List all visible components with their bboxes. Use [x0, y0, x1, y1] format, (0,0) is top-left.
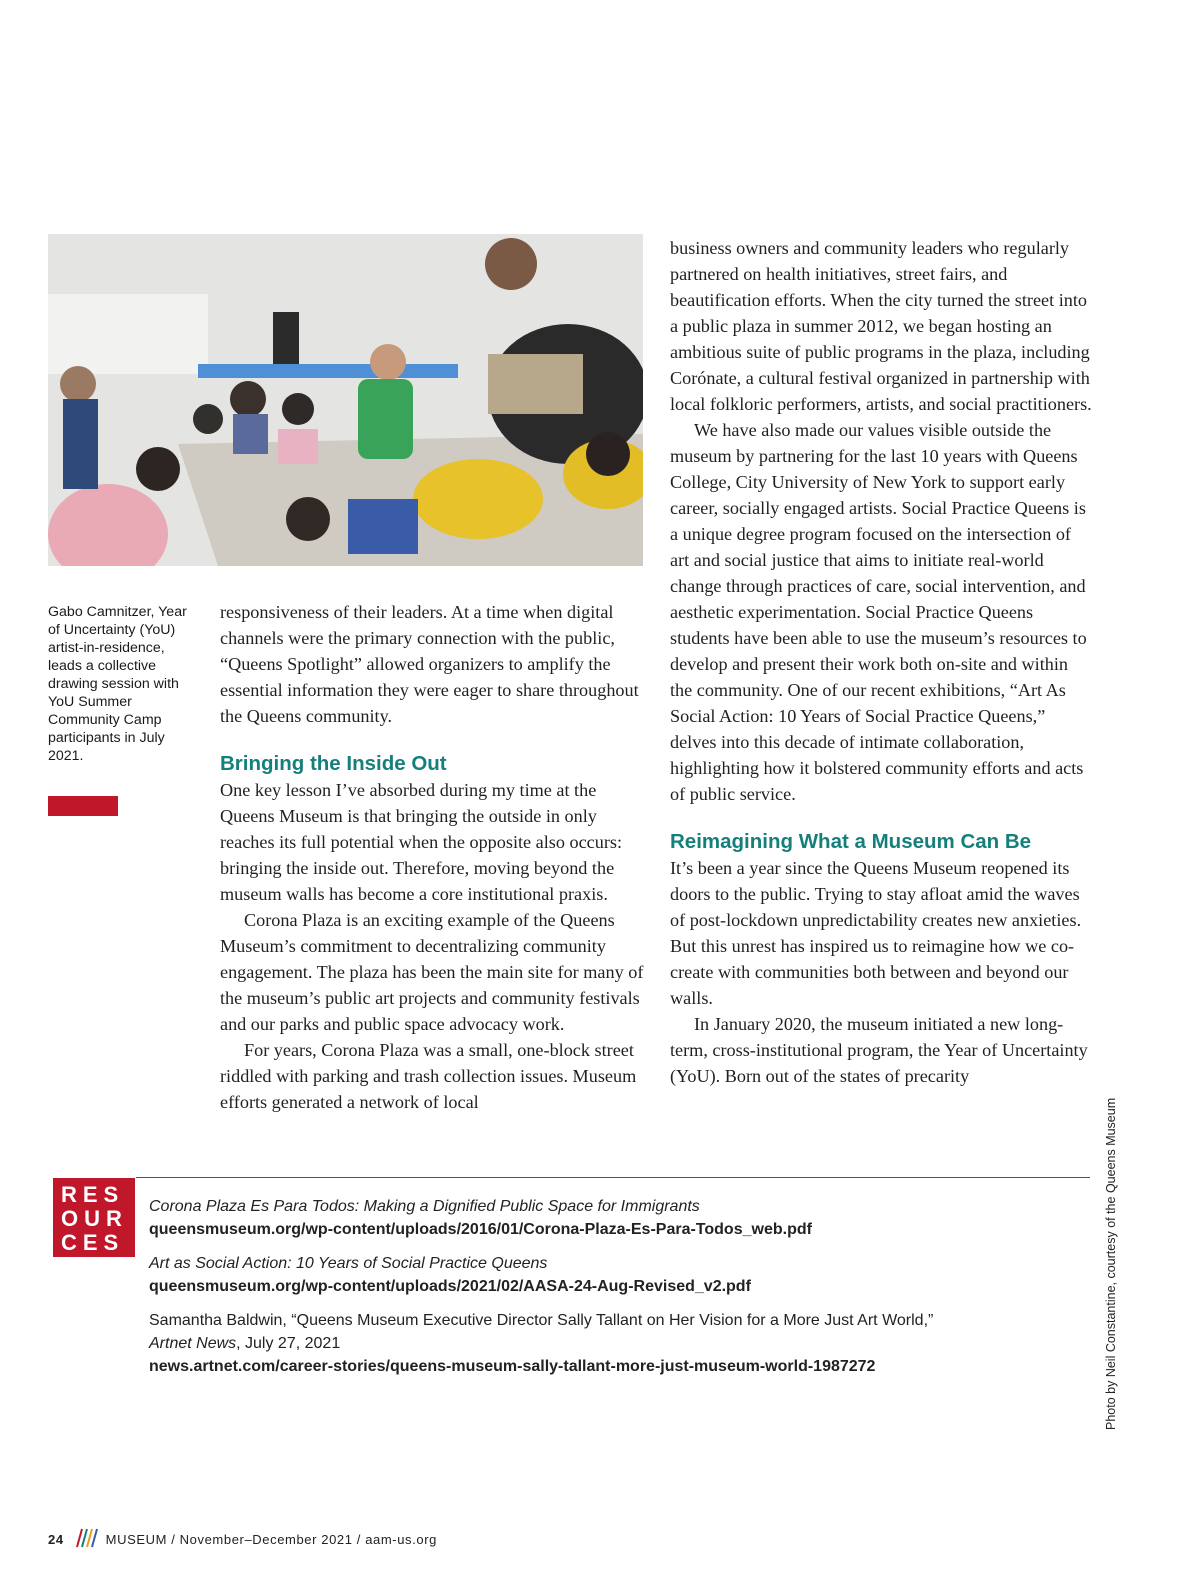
resources-list: [149, 1195, 1079, 1389]
paragraph: responsiveness of their leaders. At a time when digital channels were the primary connection with the public, “Queens Spotlight” allowed organizers to amplify the essential information they were eager to share throughout the Queens community.: [220, 602, 639, 726]
aam-logo-icon: [74, 1527, 98, 1552]
page-number: 24: [48, 1531, 64, 1547]
resource-item: [149, 1309, 1079, 1378]
resource-link[interactable]: news.artnet.com/career-stories/queens-museum-sally-tallant-more-just-museum-world-1987272: [149, 1358, 876, 1375]
paragraph: One key lesson I’ve absorbed during my time at the Queens Museum is that bringing the outside in only reaches its full potential when the opposite also occurs: bringing the inside out. Therefore, moving beyond the museum walls has become a core institutional praxis.: [220, 780, 623, 904]
photo-credit: Photo by Neil Constantine, courtesy of the Queens Museum: [1104, 1097, 1118, 1430]
badge-line: CES: [61, 1230, 125, 1255]
resource-title: Art as Social Action: 10 Years of Social Practice Queens: [149, 1255, 548, 1272]
article-column-left: [220, 599, 650, 1115]
resource-publication-line: [149, 1332, 1079, 1355]
resources-badge: [53, 1178, 135, 1257]
resource-item: [149, 1252, 1079, 1298]
resource-citation: Samantha Baldwin, “Queens Museum Executive Director Sally Tallant on Her Vision for a More Just Art World,”: [149, 1312, 934, 1329]
badge-line: OUR: [61, 1206, 128, 1231]
paragraph: business owners and community leaders who regularly partnered on health initiatives, street fairs, and beautification efforts. When the city turned the street into a public plaza in summer 2012, we began hosting an ambitious suite of public programs in the plaza, including Corónate, a cultural festival organized in partnership with local folkloric performers, artists, and social practitioners.: [670, 238, 1092, 414]
paragraph: For years, Corona Plaza was a small, one-block street riddled with parking and trash collection issues. Museum efforts generated a network of local: [220, 1040, 637, 1112]
accent-bar: [48, 796, 118, 816]
resource-link[interactable]: queensmuseum.org/wp-content/uploads/2016/01/Corona-Plaza-Es-Para-Todos_web.pdf: [149, 1221, 812, 1238]
section-heading: Reimagining What a Museum Can Be: [670, 830, 1032, 853]
section-heading: Bringing the Inside Out: [220, 752, 447, 775]
page-footer: [48, 1528, 437, 1550]
paragraph: It’s been a year since the Queens Museum reopened its doors to the public. Trying to stay afloat amid the waves of post-lockdown unpredictability creates new anxieties. But this unrest has inspired us to reimagine how we co-create with communities both between and beyond our walls.: [670, 858, 1082, 1008]
paragraph: In January 2020, the museum initiated a new long-term, cross-institutional program, the Year of Uncertainty (YoU). Born out of the states of precarity: [670, 1014, 1088, 1086]
footer-publication: MUSEUM / November–December 2021 / aam-us.org: [105, 1531, 437, 1547]
badge-line: RES: [61, 1182, 125, 1207]
resource-title: Corona Plaza Es Para Todos: Making a Dignified Public Space for Immigrants: [149, 1198, 700, 1215]
resource-link[interactable]: queensmuseum.org/wp-content/uploads/2021/02/AASA-24-Aug-Revised_v2.pdf: [149, 1278, 751, 1295]
resource-date: , July 27, 2021: [236, 1335, 341, 1352]
paragraph: Corona Plaza is an exciting example of the Queens Museum’s commitment to decentralizing community engagement. The plaza has been the main site for many of the museum’s public art projects and community festivals and our parks and public space advocacy work.: [220, 910, 644, 1034]
photo-illustration: [48, 234, 643, 566]
resource-item: [149, 1195, 1079, 1241]
photo-caption: Gabo Camnitzer, Year of Uncertainty (YoU) artist-in-residence, leads a collective drawing session with YoU Summer Community Camp participants in July 2021.: [48, 604, 187, 764]
article-column-right: [670, 235, 1092, 1089]
paragraph: We have also made our values visible outside the museum by partnering for the last 10 years with Queens College, City University of New York to support early career, socially engaged artists. Social Practice Queens is a unique degree program focused on the intersection of art and social justice that aims to initiate real-world change through practices of care, social intervention, and aesthetic experimentation. Social Practice Queens students have been able to use the museum’s resources to develop and present their work both on-site and within the community. One of our recent exhibitions, “Art As Social Action: 10 Years of Social Practice Queens,” delves into this decade of intimate collaboration, highlighting how it bolstered community efforts and acts of public service.: [670, 420, 1087, 804]
resources-divider: [136, 1177, 1090, 1178]
resource-publication: Artnet News: [149, 1335, 237, 1352]
article-photo: [48, 234, 643, 566]
